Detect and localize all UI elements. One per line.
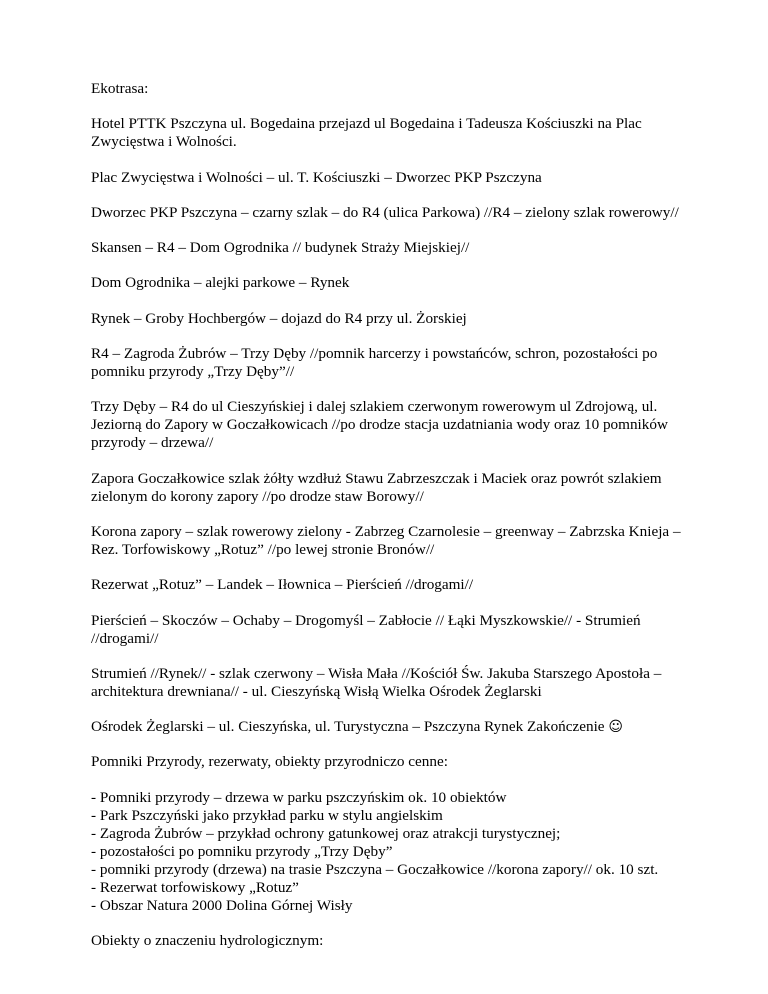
list-item: - Zagroda Żubrów – przykład ochrony gatunkowej oraz atrakcji turystycznej; bbox=[91, 824, 561, 842]
route-final-text: Ośrodek Żeglarski – ul. Cieszyńska, ul. Turystyczna – Pszczyna Rynek Zakończenie bbox=[91, 718, 609, 736]
smiley-icon: ☺ bbox=[608, 719, 623, 736]
list-item: - Pomniki przyrody – drzewa w parku pszczyńskim ok. 10 obiektów bbox=[91, 788, 507, 806]
section-heading-hydro: Obiekty o znaczeniu hydrologicznym: bbox=[91, 932, 324, 950]
route-segment: Rezerwat „Rotuz” – Landek – Iłownica – Pierścień //drogami// bbox=[91, 576, 474, 594]
route-segment: Dworzec PKP Pszczyna – czarny szlak – do R4 (ulica Parkowa) //R4 – zielony szlak rowerowy// bbox=[91, 203, 679, 221]
list-item: - Obszar Natura 2000 Dolina Górnej Wisły bbox=[91, 896, 353, 914]
section-heading-nature: Pomniki Przyrody, rezerwaty, obiekty przyrodniczo cenne: bbox=[91, 753, 448, 771]
route-segment: Rynek – Groby Hochbergów – dojazd do R4 przy ul. Żorskiej bbox=[91, 309, 467, 327]
route-segment: Plac Zwycięstwa i Wolności – ul. T. Kościuszki – Dworzec PKP Pszczyna bbox=[91, 168, 542, 186]
route-segment: Dom Ogrodnika – alejki parkowe – Rynek bbox=[91, 274, 350, 292]
route-segment: Skansen – R4 – Dom Ogrodnika // budynek Straży Miejskiej// bbox=[91, 239, 470, 257]
document-page bbox=[91, 80, 691, 967]
list-item: - pozostałości po pomniku przyrody „Trzy Dęby” bbox=[91, 842, 393, 860]
document-heading: Ekotrasa: bbox=[91, 80, 149, 97]
route-segment: Hotel PTTK Pszczyna ul. Bogedaina przejazd ul Bogedaina i Tadeusza Kościuszki na Plac Zwycięstwa i Wolności. bbox=[91, 115, 642, 151]
route-segment: R4 – Zagroda Żubrów – Trzy Dęby //pomnik harcerzy i powstańców, schron, pozostałości po pomniku przyrody „Trzy Dęby”// bbox=[91, 345, 658, 381]
route-segment: Strumień //Rynek// - szlak czerwony – Wisła Mała //Kościół Św. Jakuba Starszego Apostoła – architektura drewniana// - ul. Cieszyńską Wisłą Wielka Ośrodek Żeglarski bbox=[91, 664, 662, 700]
route-segment: Zapora Goczałkowice szlak żółty wzdłuż Stawu Zabrzeszczak i Maciek oraz powrót szlakiem zielonym do korony zapory //po drodze staw Borowy// bbox=[91, 469, 662, 505]
route-final-stop bbox=[91, 718, 691, 736]
route-segment: Trzy Dęby – R4 do ul Cieszyńskiej i dalej szlakiem czerwonym rowerowym ul Zdrojową, ul. Jeziorną do Zapory w Goczałkowicach //po drodze stacja uzdatniania wody oraz 10 pomników przyrody – drzewa// bbox=[91, 398, 668, 452]
route-segment: Pierścień – Skoczów – Ochaby – Drogomyśl – Zabłocie // Łąki Myszkowskie// - Strumień //drogami// bbox=[91, 611, 641, 647]
route-segment: Korona zapory – szlak rowerowy zielony - Zabrzeg Czarnolesie – greenway – Zabrzska Knieja – Rez. Torfowiskowy „Rotuz” //po lewej stronie Bronów// bbox=[91, 522, 681, 558]
list-item: - Rezerwat torfowiskowy „Rotuz” bbox=[91, 878, 299, 896]
nature-list bbox=[91, 789, 691, 915]
list-item: - pomniki przyrody (drzewa) na trasie Pszczyna – Goczałkowice //korona zapory// ok. 10 szt. bbox=[91, 860, 659, 878]
list-item: - Park Pszczyński jako przykład parku w stylu angielskim bbox=[91, 806, 443, 824]
